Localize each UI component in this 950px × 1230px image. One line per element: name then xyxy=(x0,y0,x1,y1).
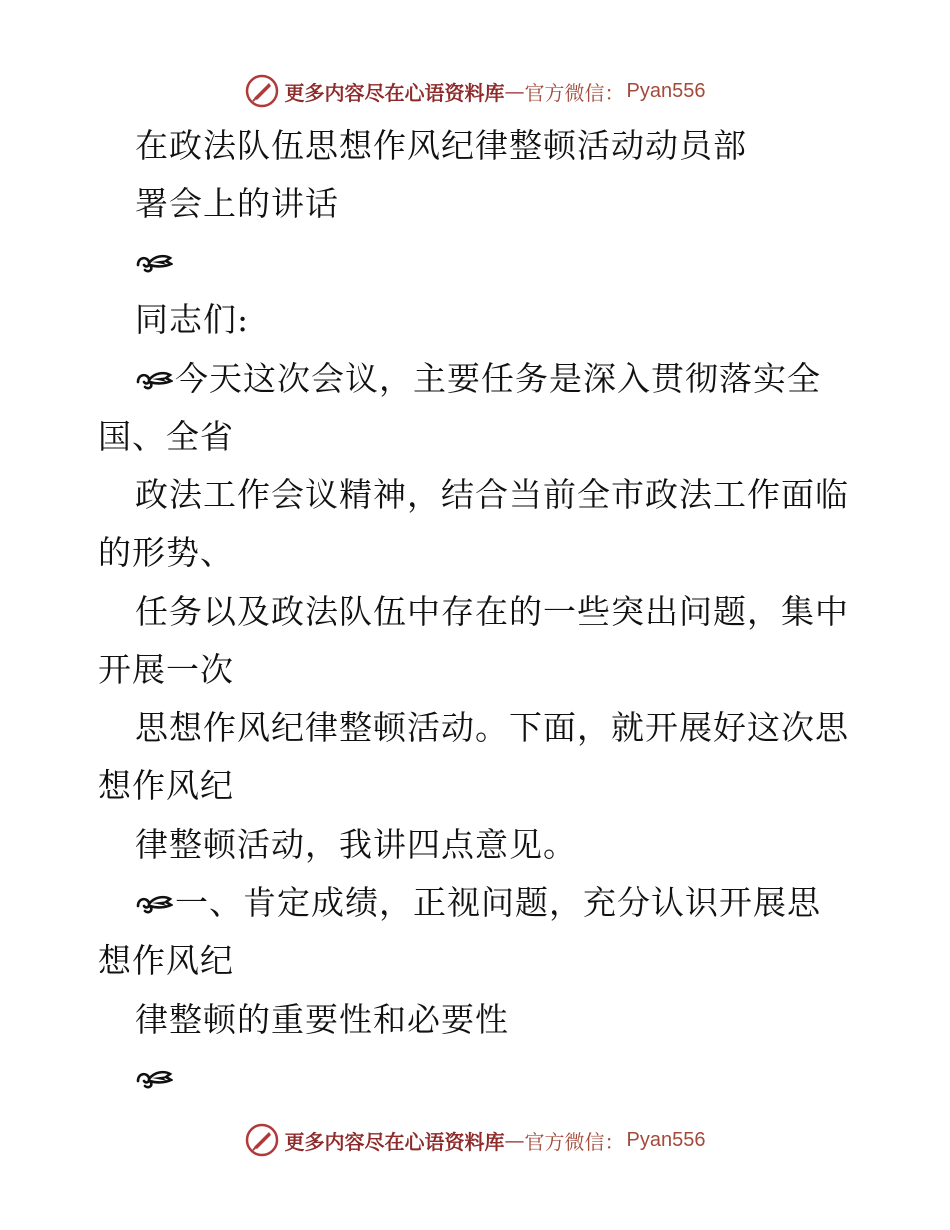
paragraph-3-line-1: 任务以及政法队伍中存在的一些突出问题，集中 xyxy=(135,592,849,631)
fleuron-ornament-icon xyxy=(135,892,173,916)
watermark-brand-text: 更多内容尽在心语资料库 xyxy=(284,1129,505,1154)
salutation-line: 同志们: xyxy=(135,300,250,339)
fleuron-ornament-icon xyxy=(135,1067,173,1091)
ornament-line xyxy=(135,233,175,291)
watermark-banner-top xyxy=(0,71,950,111)
section-heading-line-1: 一、肯定成绩，正视问题，充分认识开展思 xyxy=(135,874,821,932)
fleuron-ornament-icon xyxy=(135,251,173,275)
title-line-2: 署会上的讲话 xyxy=(135,184,339,223)
paragraph-3-line-2: 开展一次 xyxy=(98,650,234,689)
ornament-line-end xyxy=(135,1049,175,1107)
paragraph-1-line-2: 国、全省 xyxy=(98,417,234,456)
watermark-separator: — xyxy=(504,1128,525,1152)
watermark-separator: — xyxy=(504,79,525,103)
paragraph-4-line-1: 思想作风纪律整顿活动。下面，就开展好这次思 xyxy=(135,708,849,747)
watermark-wechat-id: Pyan556 xyxy=(626,1128,706,1151)
section-heading-line-3: 律整顿的重要性和必要性 xyxy=(135,1000,509,1039)
section-heading-line-2: 想作风纪 xyxy=(98,941,234,980)
paragraph-2-line-1: 政法工作会议精神，结合当前全市政法工作面临 xyxy=(135,475,849,514)
watermark-wechat-id: Pyan556 xyxy=(626,79,706,102)
quill-logo-icon xyxy=(245,74,279,108)
watermark-wechat-label: 官方微信： xyxy=(524,80,625,105)
watermark-brand-text: 更多内容尽在心语资料库 xyxy=(284,80,505,105)
paragraph-1-line-1: 今天这次会议，主要任务是深入贯彻落实全 xyxy=(135,350,821,408)
paragraph-2-line-2: 的形势、 xyxy=(98,533,234,572)
paragraph-5-line-1: 律整顿活动，我讲四点意见。 xyxy=(135,825,577,864)
paragraph-4-line-2: 想作风纪 xyxy=(98,766,234,805)
quill-logo-icon xyxy=(245,1123,279,1157)
fleuron-ornament-icon xyxy=(135,368,173,392)
watermark-wechat-label: 官方微信： xyxy=(524,1129,625,1154)
title-line-1: 在政法队伍思想作风纪律整顿活动动员部 xyxy=(135,126,747,165)
watermark-banner-bottom xyxy=(0,1120,950,1160)
